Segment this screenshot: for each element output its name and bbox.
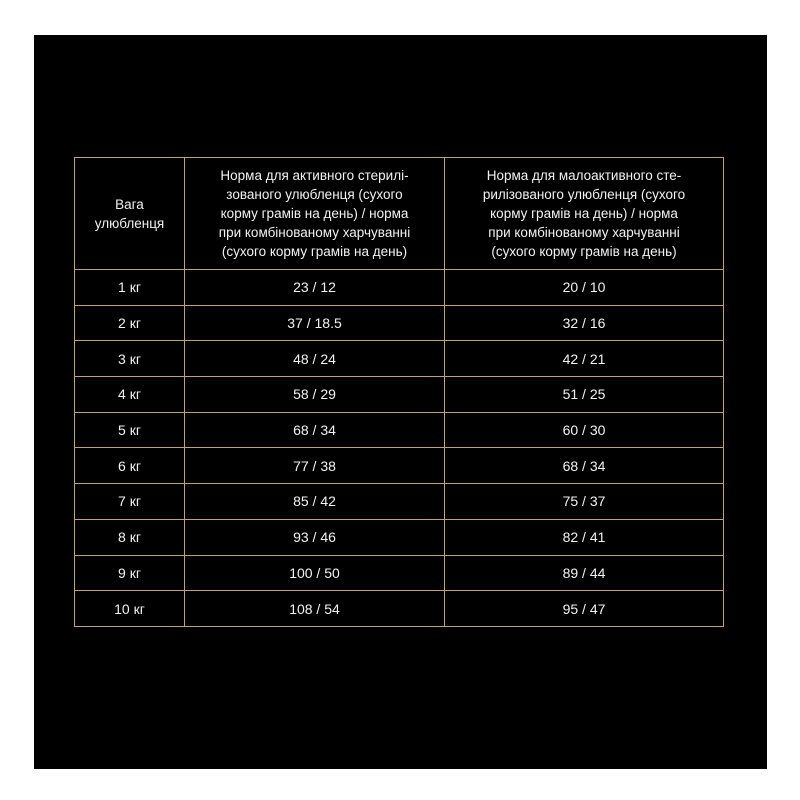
table-row: [75, 305, 724, 341]
header-low-active-line: (сухого корму грамів на день): [491, 244, 677, 259]
table-row: [75, 412, 724, 448]
cell-active: 100 / 50: [185, 555, 445, 591]
header-weight-line: Вага: [115, 196, 144, 212]
cell-low-active: 75 / 37: [445, 484, 724, 520]
cell-low-active: 95 / 47: [445, 591, 724, 627]
cell-low-active: 68 / 34: [445, 448, 724, 484]
header-low-active-line: рилізованого улюбленця (сухого: [482, 187, 686, 202]
cell-weight: 2 кг: [75, 305, 185, 341]
cell-weight: 5 кг: [75, 412, 185, 448]
header-weight: [75, 158, 185, 270]
table-row: [75, 591, 724, 627]
table-row: [75, 484, 724, 520]
header-low-active-line: корму грамів на день) / норма: [490, 206, 678, 221]
header-active-line: корму грамів на день) / норма: [220, 206, 409, 221]
header-active-line: (сухого корму грамів на день): [221, 244, 408, 259]
table-header-row: [75, 158, 724, 270]
cell-weight: 7 кг: [75, 484, 185, 520]
cell-weight: 8 кг: [75, 519, 185, 555]
header-low-active-norm: [445, 158, 724, 270]
table-row: [75, 519, 724, 555]
cell-active: 48 / 24: [185, 341, 445, 377]
cell-active: 108 / 54: [185, 591, 445, 627]
cell-active: 93 / 46: [185, 519, 445, 555]
cell-low-active: 42 / 21: [445, 341, 724, 377]
header-active-line: при комбінованому харчуванні: [218, 225, 411, 240]
cell-weight: 4 кг: [75, 377, 185, 413]
feeding-norms-table: [74, 157, 724, 627]
cell-weight: 6 кг: [75, 448, 185, 484]
cell-low-active: 51 / 25: [445, 377, 724, 413]
header-active-line: Норма для активного стерилі-: [220, 168, 409, 183]
table-row: [75, 555, 724, 591]
table-row: [75, 341, 724, 377]
cell-low-active: 20 / 10: [445, 270, 724, 306]
cell-weight: 1 кг: [75, 270, 185, 306]
cell-weight: 3 кг: [75, 341, 185, 377]
header-weight-line: улюбленця: [94, 215, 165, 231]
cell-active: 58 / 29: [185, 377, 445, 413]
cell-active: 77 / 38: [185, 448, 445, 484]
header-low-active-line: Норма для малоактивного сте-: [486, 168, 682, 183]
cell-low-active: 89 / 44: [445, 555, 724, 591]
header-active-norm: [185, 158, 445, 270]
cell-active: 85 / 42: [185, 484, 445, 520]
table-row: [75, 448, 724, 484]
header-active-line: зованого улюбленця (сухого: [226, 187, 403, 202]
cell-active: 68 / 34: [185, 412, 445, 448]
table-row: [75, 377, 724, 413]
cell-weight: 10 кг: [75, 591, 185, 627]
cell-low-active: 82 / 41: [445, 519, 724, 555]
black-panel: [34, 35, 767, 769]
cell-low-active: 32 / 16: [445, 305, 724, 341]
cell-active: 23 / 12: [185, 270, 445, 306]
header-low-active-line: при комбінованому харчуванні: [488, 225, 680, 240]
table-row: [75, 270, 724, 306]
cell-weight: 9 кг: [75, 555, 185, 591]
cell-low-active: 60 / 30: [445, 412, 724, 448]
cell-active: 37 / 18.5: [185, 305, 445, 341]
